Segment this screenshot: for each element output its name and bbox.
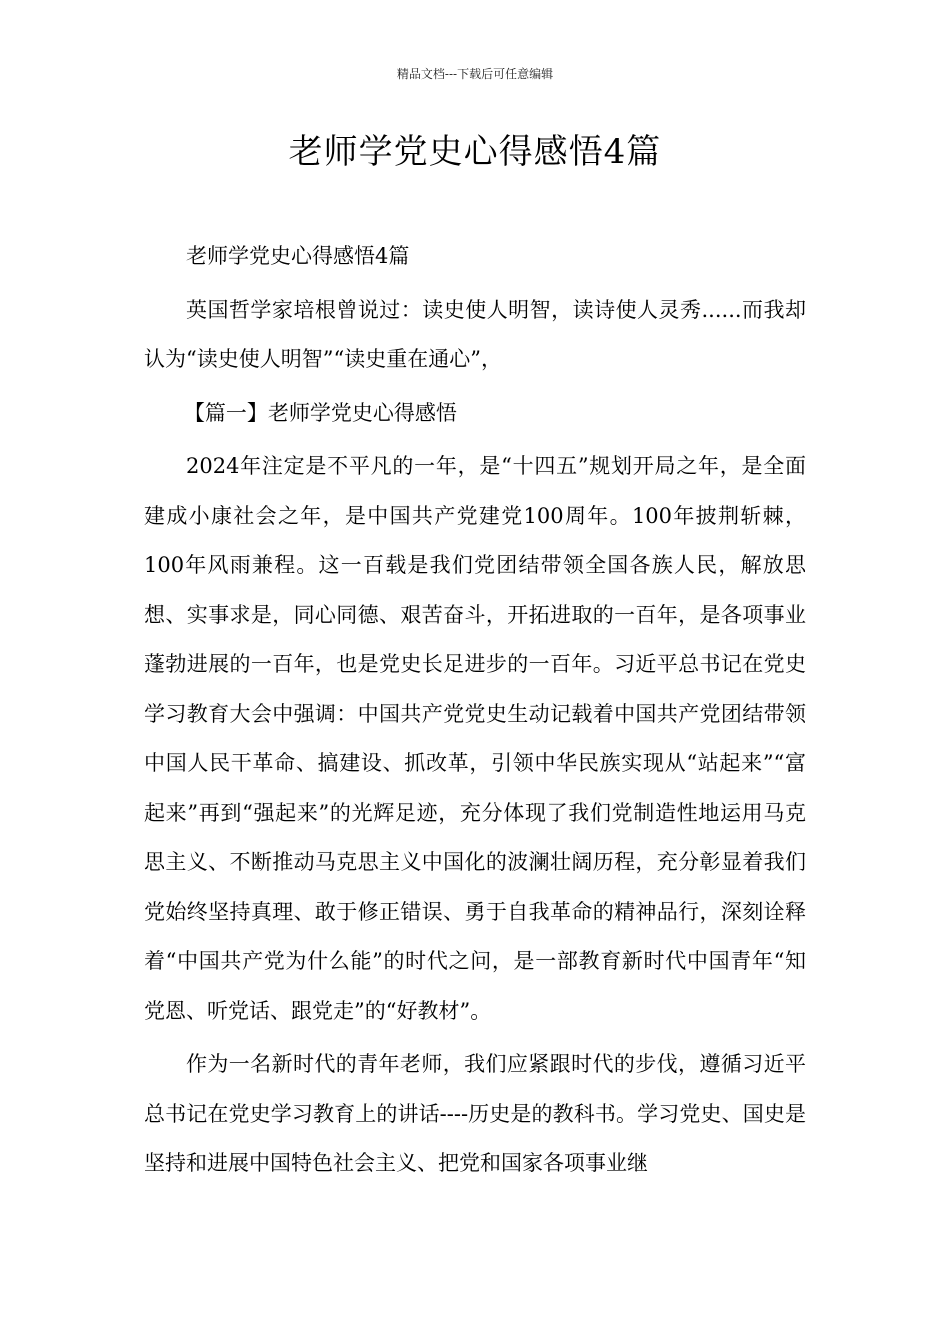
section-heading: 【篇一】老师学党史心得感悟 xyxy=(183,400,457,425)
body-paragraph: 作为一名新时代的青年老师，我们应紧跟时代的步伐，遵循习近平总书记在党史学习教育上的讲话----历史是的教科书。学习党史、国史是坚持和进展中国特色社会主义、把党和国家各项事业继 xyxy=(144,1052,806,1175)
subtitle-paragraph: 老师学党史心得感悟4篇 xyxy=(186,244,410,268)
body-paragraph: 2024年注定是不平凡的一年，是“十四五”规划开局之年，是全面建成小康社会之年，是中国共产党建党100周年。100年披荆斩棘，100年风雨兼程。这一百载是我们党团结带领全国各族人民，解放思想、实事求是，同心同德、艰苦奋斗，开拓进取的一百年，是各项事业蓬勃进展的一百年，也是党史长足进步的一百年。习近平总书记在党史学习教育大会中强调：中国共产党党史生动记载着中国共产党团结带领中国人民干革命、搞建设、抓改革，引领中华民族实现从“站起来”“富起来”再到“强起来”的光辉足迹，充分体现了我们党制造性地运用马克思主义、不断推动马克思主义中国化的波澜壮阔历程，充分彰显着我们党始终坚持真理、敢于修正错误、勇于自我革命的精神品行，深刻诠释着“中国共产党为什么能”的时代之问，是一部教育新时代中国青年“知党恩、听党话、跟党走”的“好教材”。 xyxy=(144,454,806,1023)
document-body xyxy=(144,232,806,1193)
document-title: 老师学党史心得感悟4篇 xyxy=(288,132,662,172)
intro-paragraph: 英国哲学家培根曾说过：读史使人明智，读诗使人灵秀......而我却认为“读史使人明智”“读史重在通心”， xyxy=(144,297,806,371)
header-note: 精品文档---下载后可任意编辑 xyxy=(396,67,554,81)
